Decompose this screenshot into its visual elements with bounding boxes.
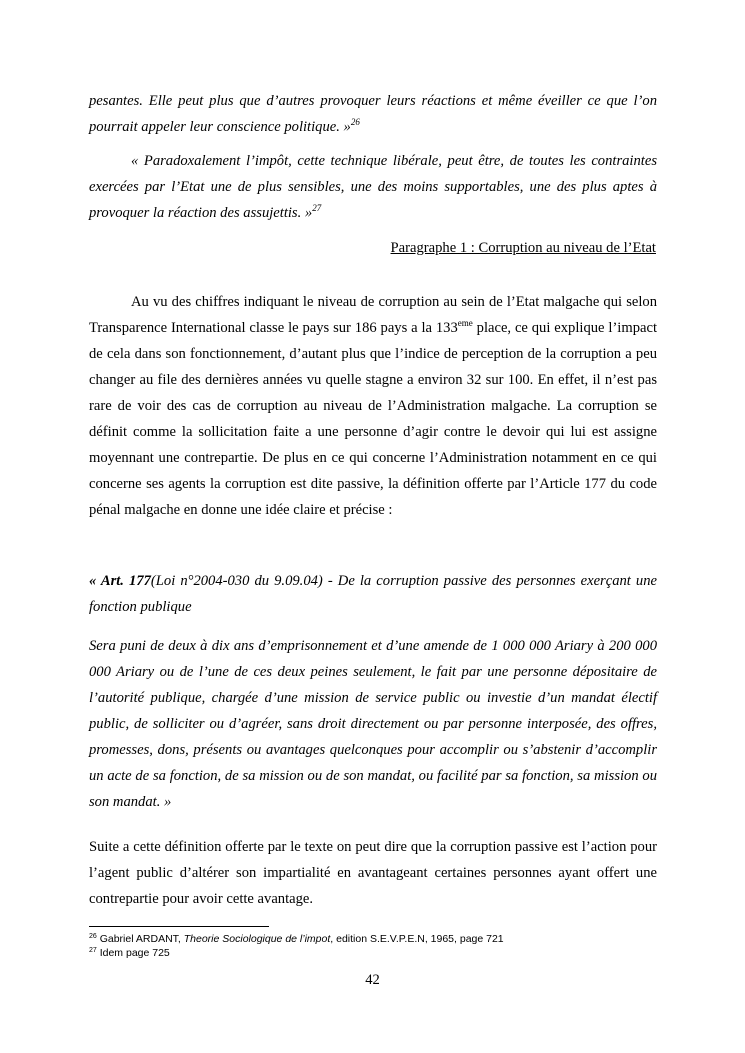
footnote-separator	[89, 926, 269, 927]
page-number: 42	[365, 972, 380, 988]
quote-paradoxalement: « Paradoxalement l’impôt, cette technique libérale, peut être, de toutes les contraintes exercées par l’Etat une de plus sensibles, une des moins supportables, une des plus aptes à provoquer la réaction des assujettis. »$^{27}$	[89, 153, 657, 221]
footnote-27: $^{27}$ Idem page 725	[89, 947, 170, 959]
footnote-ref-27[interactable]: 27	[312, 203, 322, 213]
body-paragraph-corruption: Au vu des chiffres indiquant le niveau de corruption au sein de l’Etat malgache qui selon Transparence International classe le pays sur 186 pays a la 133eme place, ce qui explique l’impact de cela dans son fonctionnement, d’autant plus que l’indice de perception de la corruption a peu changer au file des dernières années vu quelle stagne a environ 32 sur 100. En effet, il n’est pas rare de voir des cas de corruption au niveau de l’Administration malgache. La corruption se définit comme la sollicitation faite a une personne d’agir contre le devoir qui lui est assigne moyennant une contrepartie. De plus en ce qui concerne l’Administration notamment en ce qui concerne ses agents la corruption est dite passive, la définition offerte par l’Article 177 du code pénal malgache en donne une idée claire et précise :	[89, 294, 658, 518]
section-heading: Paragraphe 1 : Corruption au niveau de l’Etat	[390, 240, 656, 256]
quote-continuation: pesantes. Elle peut plus que d’autres provoquer leurs réactions et même éveiller ce que l’on pourrait appeler leur conscience politique. »$^{26}$	[89, 93, 657, 135]
article-title: « Art. 177(Loi n°2004-030 du 9.09.04) - De la corruption passive des personnes exerçant une fonction publique	[89, 573, 658, 615]
footnote-ref-26[interactable]: 26	[350, 117, 360, 127]
footnote-26: $^{26}$ Gabriel ARDANT, Theorie Sociologique de l’impot, edition S.E.V.P.E.N, 1965, page 721	[89, 933, 504, 945]
article-text: Sera puni de deux à dix ans d’emprisonnement et d’une amende de 1 000 000 Ariary à 200 000 000 Ariary ou de l’une de ces deux peines seulement, le fait par une personne dépositaire de l’autorité publique, chargée d’une mission de service public ou investie d’un mandat électif public, de solliciter ou d’agréer, sans droit directement ou par personne interposée, des offres, promesses, dons, présents ou avantages quelconques pour accomplir ou s’abstenir d’accomplir un acte de sa fonction, de sa mission ou de son mandat, ou facilité par sa fonction, sa mission ou son mandat. »	[89, 638, 657, 810]
superscript-eme: eme	[457, 318, 473, 328]
body-paragraph-conclusion: Suite a cette définition offerte par le texte on peut dire que la corruption passive est l’action pour l’agent public d’altérer son impartialité en avantageant certaines personnes ayant offert une contrepartie pour avoir cette avantage.	[89, 839, 657, 907]
